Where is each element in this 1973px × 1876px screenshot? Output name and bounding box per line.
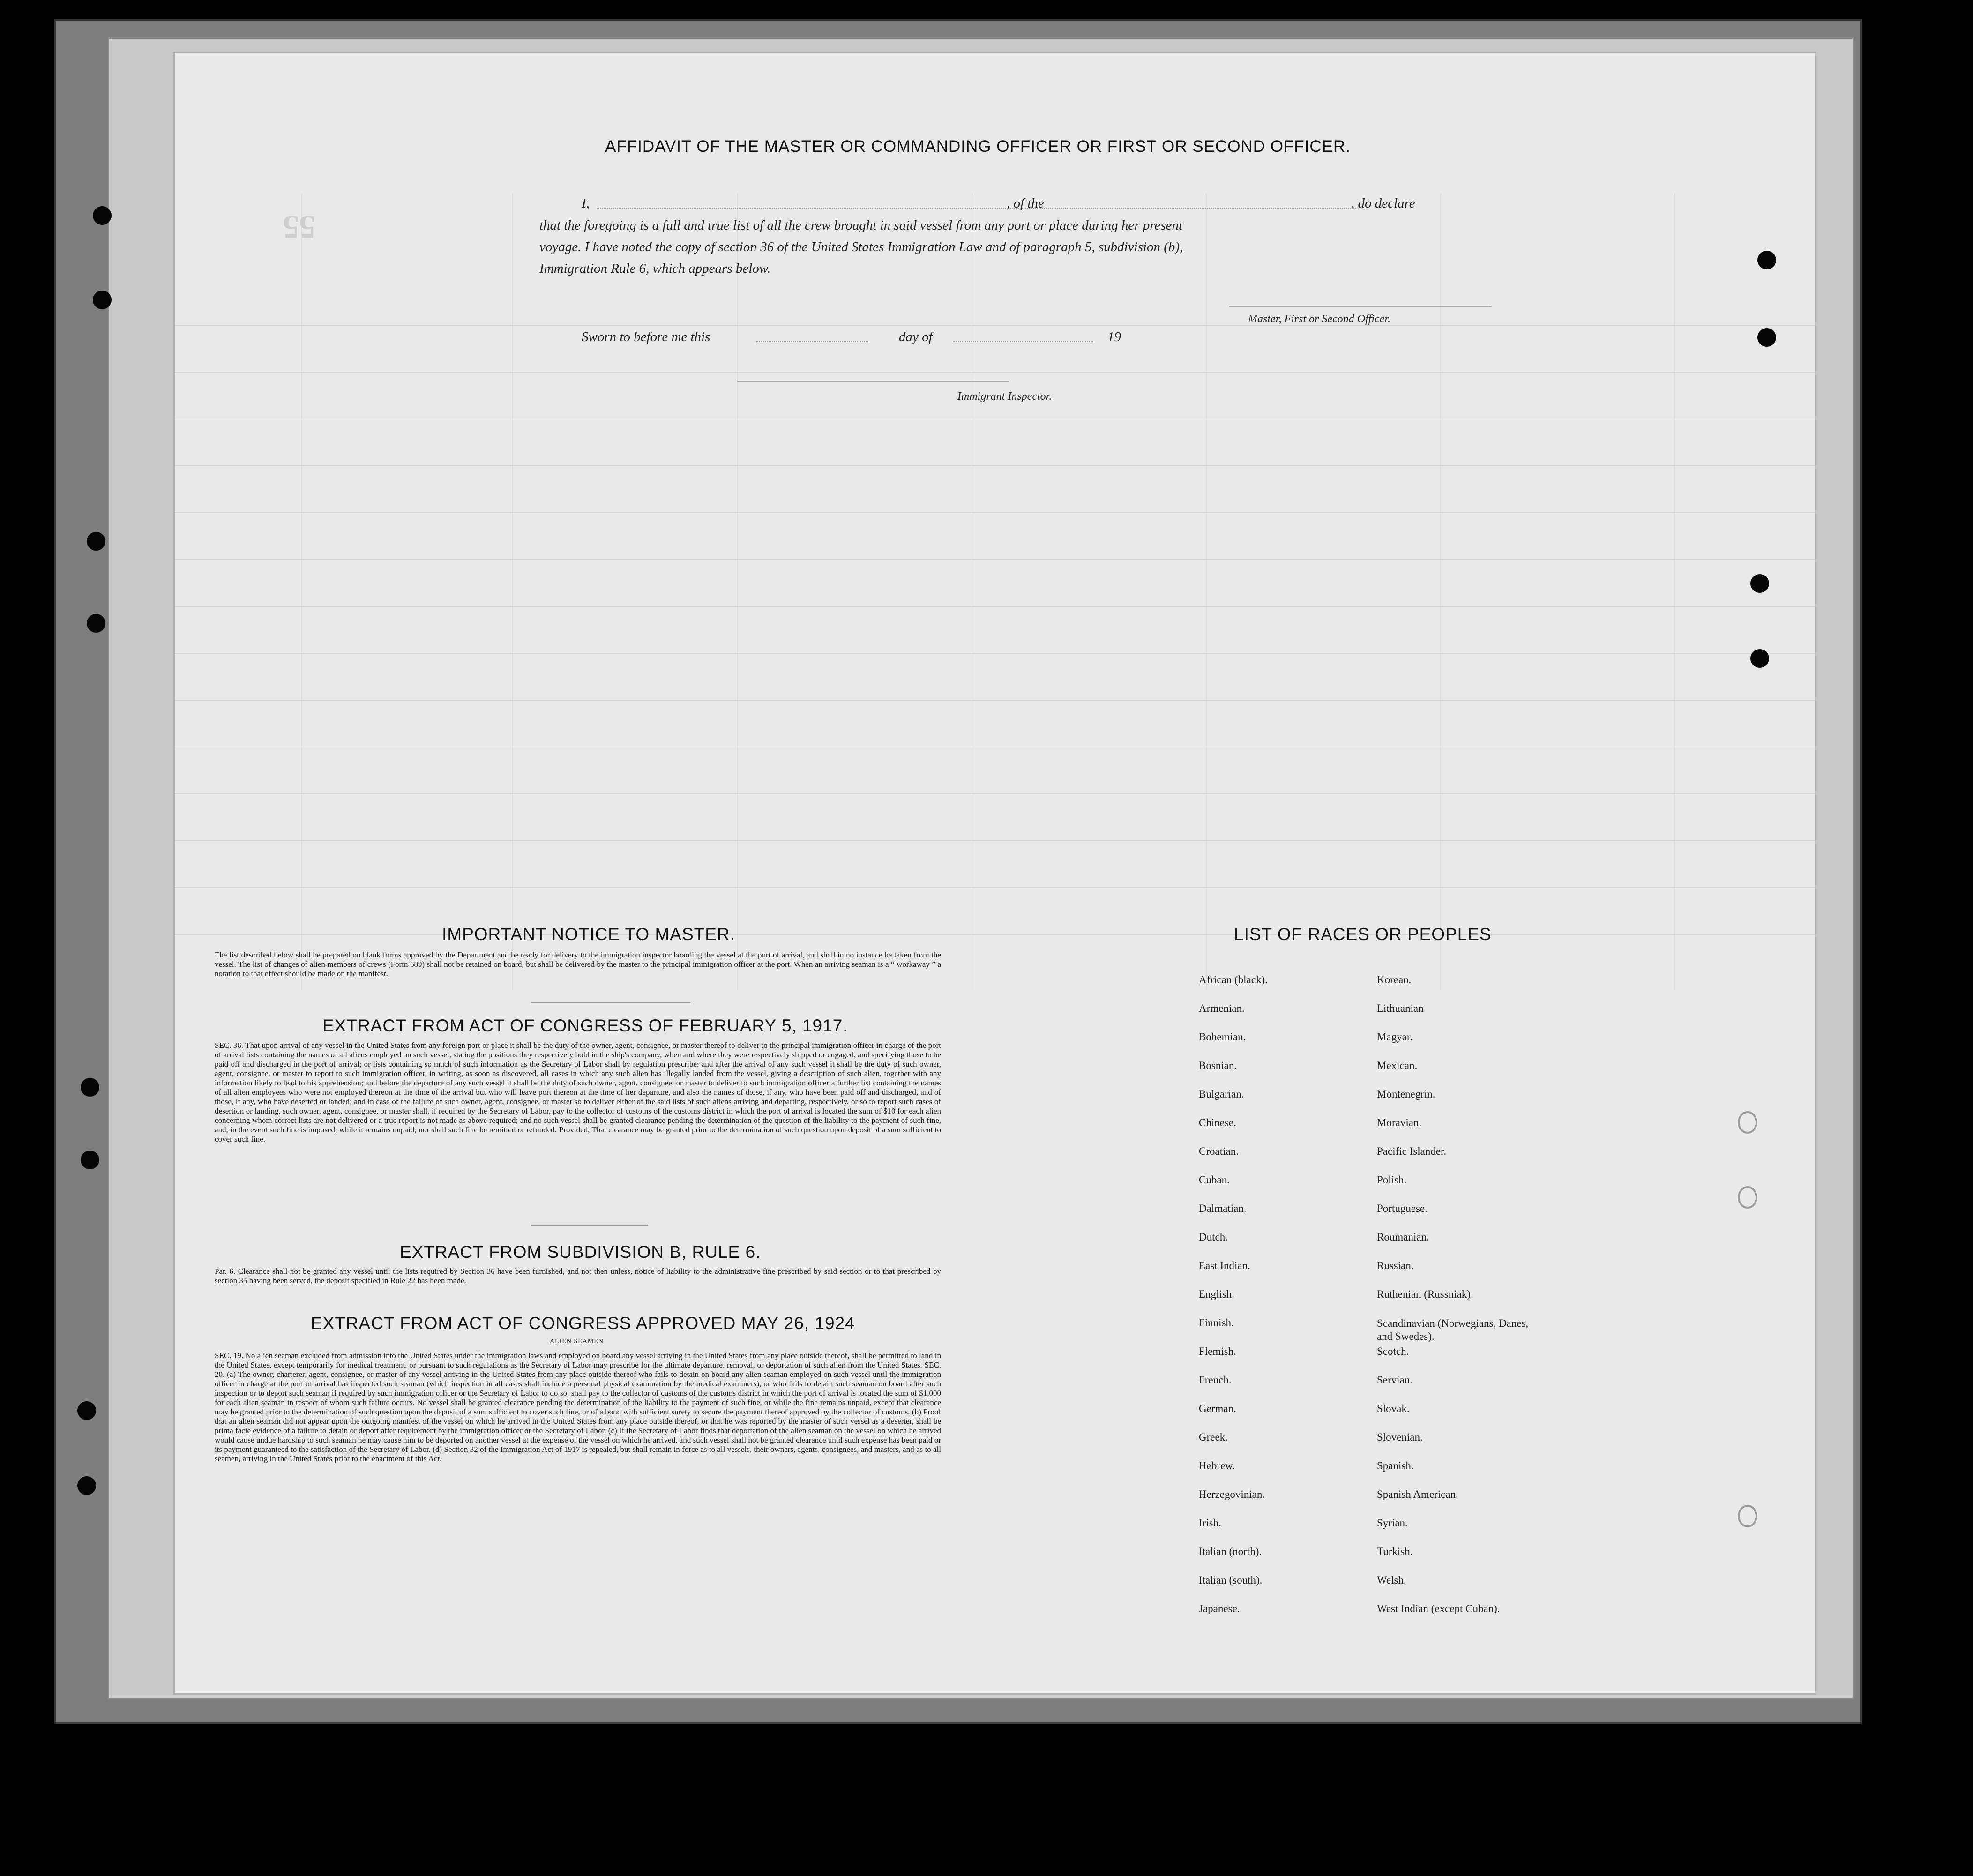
binder-hole (93, 291, 112, 309)
extract-1924-title: EXTRACT FROM ACT OF CONGRESS APPROVED MAY 26, 1924 (311, 1314, 855, 1333)
race-item: Spanish. (1377, 1460, 1414, 1472)
affidavit-line-1: that the foregoing is a full and true list of all the crew brought in said vessel from any port or place during her present (539, 218, 1183, 233)
notice-title: IMPORTANT NOTICE TO MASTER. (442, 925, 735, 944)
race-item: Japanese. (1199, 1603, 1240, 1614)
race-item: Dalmatian. (1199, 1203, 1247, 1214)
binder-hole (1757, 251, 1776, 269)
race-item: Russian. (1377, 1260, 1414, 1271)
race-item: German. (1199, 1403, 1236, 1414)
race-item: Ruthenian (Russniak). (1377, 1288, 1473, 1300)
affidavit-do-declare: , do declare (1351, 196, 1415, 211)
race-item: West Indian (except Cuban). (1377, 1603, 1500, 1614)
race-item: Bulgarian. (1199, 1088, 1244, 1100)
day-of-label: day of (899, 329, 933, 344)
race-item: East Indian. (1199, 1260, 1250, 1271)
margin-number: 55 (283, 209, 315, 245)
race-item: Servian. (1377, 1374, 1413, 1386)
race-item: Pacific Islander. (1377, 1145, 1447, 1157)
race-item: Finnish. (1199, 1317, 1234, 1329)
race-item: Italian (south). (1199, 1574, 1263, 1586)
circle-mark (1738, 1186, 1757, 1209)
race-item: Lithuanian (1377, 1002, 1424, 1014)
extract-rule-6-text: Par. 6. Clearance shall not be granted any vessel until the lists required by Section 36 have been furnished, and not then unless, notice of liability to the administrative fine prescribed by said section or to that prescribed by section 35 having been served, the deposit specified in Rule 22 has been made. (215, 1267, 941, 1285)
sworn-label: Sworn to before me this (582, 329, 710, 344)
race-item: Slovak. (1377, 1403, 1410, 1414)
circle-mark (1738, 1111, 1757, 1134)
race-item: Portuguese. (1377, 1203, 1427, 1214)
affidavit-i: I, (582, 196, 590, 211)
affidavit-title: AFFIDAVIT OF THE MASTER OR COMMANDING OFFICER OR FIRST OR SECOND OFFICER. (605, 137, 1351, 156)
binder-hole (81, 1078, 99, 1097)
race-item: Syrian. (1377, 1517, 1408, 1529)
race-item: Spanish American. (1377, 1488, 1458, 1500)
document-sheet (173, 52, 1816, 1695)
binder-hole (81, 1151, 99, 1169)
race-item: Moravian. (1377, 1117, 1422, 1129)
race-item: English. (1199, 1288, 1235, 1300)
affidavit-line-3: Immigration Rule 6, which appears below. (539, 261, 771, 276)
race-item: Scotch. (1377, 1345, 1409, 1357)
race-item: Dutch. (1199, 1231, 1228, 1243)
race-item: Italian (north). (1199, 1546, 1262, 1557)
race-item: Magyar. (1377, 1031, 1413, 1043)
extract-1917-text: SEC. 36. That upon arrival of any vessel in the United States from any foreign port or place it shall be the duty of the owner, agent, consignee, or master thereof to deliver to the principal immigration officer in charge of the port of arrival lists containing the names of all aliens employed on such vessel, stating the positions they respectively hold in the ship's company, when and where they were respectively shipped or engaged, and specifying those to be paid off and discharged in the port of arrival; or lists containing so much of such information as the Secretary of Labor shall by regulation prescribe; and after the arrival of any such vessel it shall be the duty of such owner, agent, consignee, or master to report to such immigration officer, in writing, as soon as discovered, all cases in which any such alien has illegally landed from the vessel, giving a description of such alien, together with any information likely to lead to his apprehension; and before the departure of any such vessel it shall be the duty of such owner, agent, consignee, or master to deliver to such immigration officer a further list containing the names of all alien employees who were not employed thereon at the time of the arrival but who will leave port thereon at the time of her departure, and also the names of those, if any, who have been paid off and discharged, and of those, if any, who have deserted or landed; and in case of the failure of such owner, agent, consignee, or master so to deliver either of the said lists of such aliens arriving and departing, respectively, or so to report such cases of desertion or landing, such owner, agent, consignee, or master shall, if required by the Secretary of Labor, pay to the collector of customs of the customs district in which the port of arrival is located the sum of $10 for each alien concerning whom correct lists are not delivered or a true report is not made as above required; and no such vessel shall be granted clearance pending the determination of the question of the liability to the payment of such fine, and, in the event such fine is imposed, while it remains unpaid; nor shall such fine be remitted or refunded: Provided, That clearance may be granted prior to the determination of such question upon deposit of a sum sufficient to cover such fine. (215, 1041, 941, 1144)
affidavit-line-2: voyage. I have noted the copy of section 36 of the United States Immigration Law and of paragraph 5, subdivision (b), (539, 239, 1183, 254)
race-item: Korean. (1377, 974, 1412, 986)
race-item: Roumanian. (1377, 1231, 1429, 1243)
race-item: Welsh. (1377, 1574, 1406, 1586)
affidavit-of-the: , of the (1007, 196, 1044, 211)
binder-hole (87, 614, 105, 633)
notice-text: The list described below shall be prepared on blank forms approved by the Department and be ready for delivery to the immigration inspector boarding the vessel at the port of arrival, and shall in no instance be taken from the vessel. The list of changes of alien members of crews (Form 689) shall not be retained on board, but shall be delivered by the master to the principal immigration officer at the port. When an arriving seaman is a “ workaway ” a notation to that effect should be made on the manifest. (215, 950, 941, 978)
race-item: Bohemian. (1199, 1031, 1246, 1043)
race-item: Scandinavian (Norwegians, Danes, and Swedes). (1377, 1317, 1529, 1342)
race-item: Mexican. (1377, 1060, 1418, 1071)
race-item: Turkish. (1377, 1546, 1413, 1557)
binder-hole (1757, 328, 1776, 347)
binder-hole (93, 206, 112, 225)
circle-mark (1738, 1505, 1757, 1527)
extract-1924-subtitle: ALIEN SEAMEN (550, 1338, 604, 1345)
race-item: African (black). (1199, 974, 1268, 986)
race-item: Chinese. (1199, 1117, 1236, 1129)
race-item: French. (1199, 1374, 1232, 1386)
binder-hole (1750, 574, 1769, 593)
race-item: Irish. (1199, 1517, 1221, 1529)
race-item: Croatian. (1199, 1145, 1239, 1157)
race-item: Slovenian. (1377, 1431, 1423, 1443)
extract-rule-6-title: EXTRACT FROM SUBDIVISION B, RULE 6. (400, 1242, 761, 1262)
binder-hole (87, 532, 105, 551)
master-signature-label: Master, First or Second Officer. (1248, 313, 1390, 325)
race-item: Hebrew. (1199, 1460, 1235, 1472)
race-item: Greek. (1199, 1431, 1228, 1443)
inspector-signature-label: Immigrant Inspector. (957, 390, 1052, 403)
year-label: 19 (1107, 329, 1121, 344)
binder-hole (1750, 649, 1769, 668)
binder-hole (77, 1476, 96, 1495)
race-item: Polish. (1377, 1174, 1407, 1186)
race-item: Armenian. (1199, 1002, 1245, 1014)
race-item: Bosnian. (1199, 1060, 1237, 1071)
binder-hole (77, 1401, 96, 1420)
race-item: Montenegrin. (1377, 1088, 1435, 1100)
extract-1924-text: SEC. 19. No alien seaman excluded from admission into the United States under the immigration laws and employed on board any vessel arriving in the United States from any place outside thereof, shall be permitted to land in the United States, except temporarily for medical treatment, or pursuant to such regulations as the Secretary of Labor may prescribe for the ultimate departure, removal, or deportation of such alien from the United States. SEC. 20. (a) The owner, charterer, agent, consignee, or master of any vessel arriving in the United States from any place outside thereof who fails to detain on board any alien seaman employed on such vessel until the immigration officer in charge at the port of arrival has inspected such seaman (which inspection in all cases shall include a personal physical examination by the medical examiners), or who fails to detain such seaman on board after such inspection or to deport such seaman if required by such immigration officer or the Secretary of Labor to do so, shall pay to the collector of customs of the customs district in which the port of arrival is located the sum of $1,000 for each alien seaman in respect of whom such failure occurs. No vessel shall be granted clearance pending the determination of the liability to the payment of such fine, or while the fine remains unpaid, except that clearance may be granted prior to the determination of such question upon the deposit of a sum sufficient to cover such fine, or of a bond with sufficient surety to secure the payment thereof approved by the collector of customs. (b) Proof that an alien seaman did not appear upon the outgoing manifest of the vessel on which he arrived in the United States from any place outside thereof, or that he was reported by the master of such vessel as a deserter, shall be prima facie evidence of a failure to detain or deport after requirement by the immigration officer or the Secretary of Labor. (c) If the Secretary of Labor finds that deportation of the alien seaman on the vessel on which he arrived would cause undue hardship to such seaman he may cause him to be deported on another vessel at the expense of the vessel on which he arrived, and such vessel shall not be granted clearance until such expense has been paid or its payment guaranteed to the satisfaction of the Secretary of Labor. (d) Section 32 of the Immigration Act of 1917 is repealed, but shall remain in force as to all vessels, their owners, agents, consignees, and masters, and as to all seamen, arriving in the United States prior to the enactment of this Act. (215, 1351, 941, 1463)
race-item: Cuban. (1199, 1174, 1230, 1186)
extract-1917-title: EXTRACT FROM ACT OF CONGRESS OF FEBRUARY 5, 1917. (322, 1016, 848, 1035)
race-item: Herzegovinian. (1199, 1488, 1265, 1500)
race-item: Flemish. (1199, 1345, 1236, 1357)
races-title: LIST OF RACES OR PEOPLES (1234, 925, 1492, 944)
